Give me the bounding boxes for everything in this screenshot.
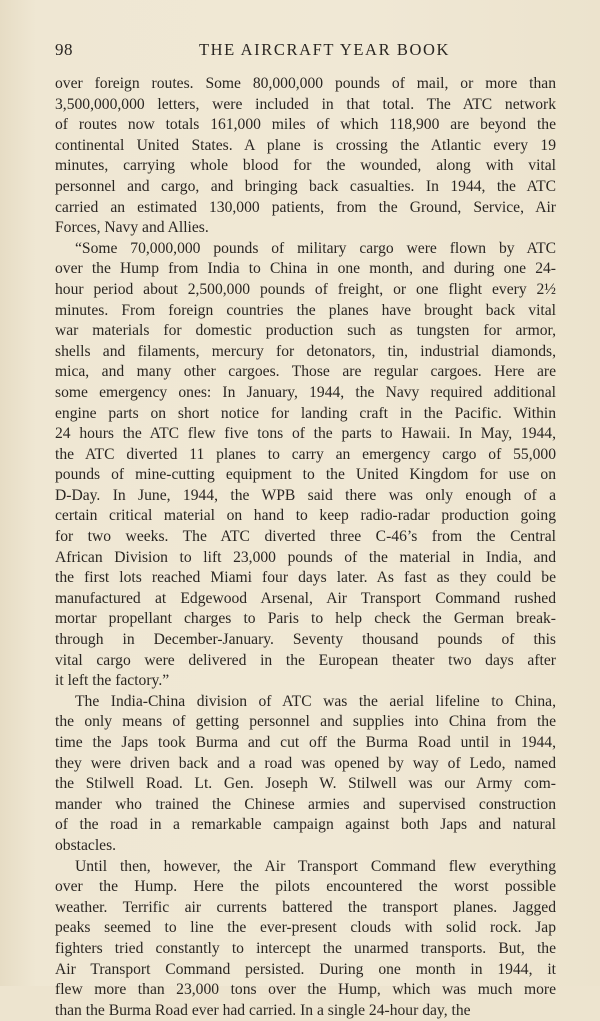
text-line: peaks seemed to line the ever-present clouds with solid rock. Jap	[55, 919, 556, 937]
text-line: fighters tried constantly to intercept the unarmed transports. But, the	[55, 939, 556, 957]
text-line: engine parts on short notice for landing craft in the Pacific. Within	[55, 404, 556, 422]
text-line: of routes now totals 161,000 miles of which 118,900 are beyond the	[55, 116, 556, 134]
text-line: the ATC diverted 11 planes to carry an emergency cargo of 55,000	[55, 445, 556, 463]
text-line: over the Hump from India to China in one month, and during one 24-	[55, 260, 556, 278]
text-line: of the road in a remarkable campaign against both Japs and natural	[55, 816, 556, 834]
text-line: manufactured at Edgewood Arsenal, Air Transport Command rushed	[55, 589, 556, 607]
paragraph	[55, 857, 556, 1021]
text-line: the only means of getting personnel and supplies into China from the	[55, 713, 556, 731]
text-line: mica, and many other cargoes. Those are regular cargoes. Here are	[55, 363, 556, 381]
text-line: pounds of mine-cutting equipment to the United Kingdom for use on	[55, 466, 556, 484]
text-line: “Some 70,000,000 pounds of military cargo were flown by ATC	[75, 239, 556, 257]
body-text	[55, 74, 556, 1021]
text-line: over foreign routes. Some 80,000,000 pounds of mail, or more than	[55, 75, 556, 92]
text-line: continental United States. A plane is crossing the Atlantic every 19	[55, 136, 556, 154]
text-line: The India-China division of ATC was the aerial lifeline to China,	[75, 692, 556, 710]
text-line: certain critical material on hand to keep radio-radar production going	[55, 507, 556, 525]
text-line: through in December-January. Seventy thousand pounds of this	[55, 631, 556, 649]
text-line: Air Transport Command persisted. During one month in 1944, it	[55, 960, 556, 978]
text-line: vital cargo were delivered in the European theater two days after	[55, 651, 556, 669]
text-line: African Division to lift 23,000 pounds of the material in India, and	[55, 548, 556, 566]
text-line: personnel and cargo, and bringing back casualties. In 1944, the ATC	[55, 177, 556, 195]
text-line: the first lots reached Miami four days later. As fast as they could be	[55, 569, 556, 587]
text-line: it left the factory.”	[55, 672, 170, 690]
paragraph	[55, 74, 556, 239]
page-number: 98	[55, 40, 73, 59]
text-line: weather. Terrific air currents battered the transport planes. Jagged	[55, 898, 556, 916]
text-line: some emergency ones: In January, 1944, the Navy required additional	[55, 383, 556, 401]
text-line: they were driven back and a road was opened by way of Ledo, named	[55, 754, 556, 772]
text-line: war materials for domestic production such as tungsten for armor,	[55, 322, 556, 340]
book-title: THE AIRCRAFT YEAR BOOK	[198, 40, 451, 59]
text-line: than the Burma Road ever had carried. In a single 24-hour day, the	[55, 1001, 471, 1019]
text-line: D-Day. In June, 1944, the WPB said there was only enough of a	[55, 486, 556, 504]
text-line: hour period about 2,500,000 pounds of freight, or one flight every 2½	[55, 280, 556, 298]
text-line: minutes, carrying whole blood for the wounded, along with vital	[55, 157, 556, 175]
text-line: Forces, Navy and Allies.	[55, 219, 209, 237]
text-line: flew more than 23,000 tons over the Hump, which was much more	[55, 981, 556, 999]
text-line: obstacles.	[55, 836, 117, 854]
text-line: mander who trained the Chinese armies and supervised construction	[55, 795, 556, 813]
text-line: for two weeks. The ATC diverted three C-46’s from the Central	[55, 528, 556, 546]
text-line: mortar propellant charges to Paris to help check the German break-	[55, 610, 556, 628]
text-line: 3,500,000,000 letters, were included in that total. The ATC network	[55, 95, 556, 113]
text-line: time the Japs took Burma and cut off the Burma Road until in 1944,	[55, 734, 556, 751]
text-line: shells and filaments, mercury for detonators, tin, industrial diamonds,	[55, 342, 556, 360]
paragraph	[55, 239, 556, 692]
paragraph	[55, 692, 556, 857]
text-line: carried an estimated 130,000 patients, from the Ground, Service, Air	[55, 198, 556, 216]
text-line: over the Hump. Here the pilots encountered the worst possible	[55, 878, 556, 896]
running-head	[55, 40, 554, 64]
text-line: 24 hours the ATC flew five tons of the parts to Hawaii. In May, 1944,	[55, 425, 556, 443]
text-line: Until then, however, the Air Transport Command flew everything	[75, 857, 556, 875]
text-line: minutes. From foreign countries the planes have brought back vital	[55, 301, 556, 319]
text-line: the Stilwell Road. Lt. Gen. Joseph W. Stilwell was our Army com-	[55, 775, 556, 793]
